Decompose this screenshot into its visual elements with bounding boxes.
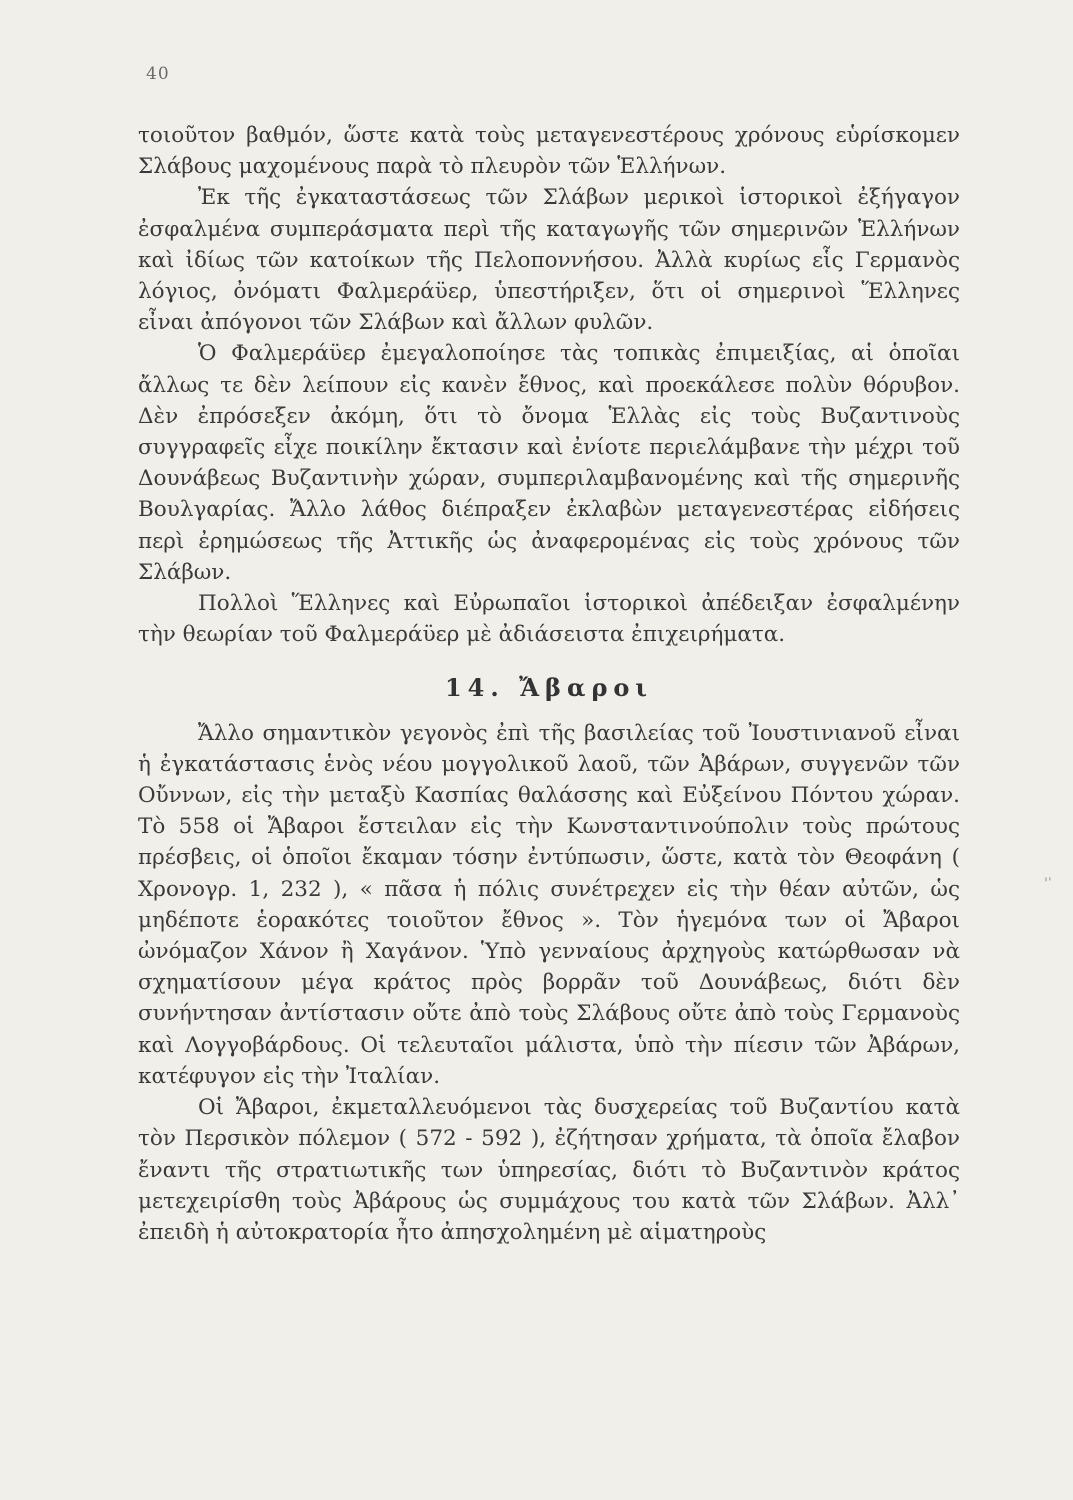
paragraph: Ἄλλο σημαντικὸν γεγονὸς ἐπὶ τῆς βασιλείας τοῦ Ἰουστινιανοῦ εἶναι ἡ ἐγκατάστασις ἑνὸς νέου μογγολικοῦ λαοῦ, τῶν Ἀβάρων, συγγενῶν τῶν Οὔννων, εἰς τὴν μεταξὺ Κασπίας θαλάσσης καὶ Εὐξείνου Πόντου χώραν. Τὸ 558 οἱ Ἄβαροι ἔστειλαν εἰς τὴν Κωνσταντινούπολιν τοὺς πρώτους πρέσβεις, οἱ ὁποῖοι ἔκαμαν τόσην ἐντύπωσιν, ὥστε, κατὰ τὸν Θεοφάνη ( Χρονογρ. 1, 232 ), « πᾶσα ἡ πόλις συνέτρεχεν εἰς τὴν θέαν αὐτῶν, ὡς μηδέποτε ἑορακότες τοιοῦτον ἔθνος ». Τὸν ἡγεμόνα των οἱ Ἄβαροι ὠνόμαζον Χάνον ἢ Χαγάνον. Ὑπὸ γενναίους ἀρχηγοὺς κατώρθωσαν νὰ σχηματίσουν μέγα κράτος πρὸς βορρᾶν τοῦ Δουνάβεως, διότι δὲν συνήντησαν ἀντίστασιν οὔτε ἀπὸ τοὺς Σλάβους οὔτε ἀπὸ τοὺς Γερμανοὺς καὶ Λογγοβάρδους. Οἱ τελευταῖοι μάλιστα, ὑπὸ τὴν πίεσιν τῶν Ἀβάρων, κατέφυγον εἰς τὴν Ἰταλίαν. [138,720,960,1089]
paragraph: Ἐκ τῆς ἐγκαταστάσεως τῶν Σλάβων μερικοὶ ἱστορικοὶ ἐξήγαγον ἐσφαλμένα συμπεράσματα περὶ τῆς καταγωγῆς τῶν σημερινῶν Ἑλλήνων καὶ ἰδίως τῶν κατοίκων τῆς Πελοποννήσου. Ἀλλὰ κυρίως εἷς Γερμανὸς λόγιος, ὀνόματι Φαλμεράϋερ, ὑπεστήριξεν, ὅτι οἱ σημερινοὶ Ἕλληνες εἶναι ἀπόγονοι τῶν Σλάβων καὶ ἄλλων φυλῶν. [138,185,960,336]
paragraph: Πολλοὶ Ἕλληνες καὶ Εὐρωπαῖοι ἱστορικοὶ ἀπέδειξαν ἐσφαλμένην τὴν θεωρίαν τοῦ Φαλμεράϋερ μὲ ἀδιάσειστα ἐπιχειρήματα. [138,591,960,648]
paragraph: τοιοῦτον βαθμόν, ὥστε κατὰ τοὺς μεταγενεστέρους χρόνους εὑρίσκομεν Σλάβους μαχομένους παρὰ τὸ πλευρὸν τῶν Ἑλλήνων. [138,123,960,180]
paragraph: Ὁ Φαλμεράϋερ ἐμεγαλοποίησε τὰς τοπικὰς ἐπιμειξίας, αἱ ὁποῖαι ἄλλως τε δὲν λείπουν εἰς κανὲν ἔθνος, καὶ προεκάλεσε πολὺν θόρυβον. Δὲν ἐπρόσεξεν ἀκόμη, ὅτι τὸ ὄνομα Ἑλλὰς εἰς τοὺς Βυζαντινοὺς συγγραφεῖς εἶχε ποικίλην ἔκτασιν καὶ ἐνίοτε περιελάμβανε τὴν μέχρι τοῦ Δουνάβεως Βυζαντινὴν χώραν, συμπεριλαμβανομένης καὶ τῆς σημερινῆς Βουλγαρίας. Ἄλλο λάθος διέπραξεν ἐκλαβὼν μεταγενεστέρας εἰδήσεις περὶ ἐρημώσεως τῆς Ἀττικῆς ὡς ἀναφερομένας εἰς τοὺς χρόνους τῶν Σλάβων. [138,341,960,585]
paragraph: Οἱ Ἄβαροι, ἐκμεταλλευόμενοι τὰς δυσχερείας τοῦ Βυζαντίου κατὰ τὸν Περσικὸν πόλεμον ( 572 - 592 ), ἐζήτησαν χρήματα, τὰ ὁποῖα ἔλαβον ἔναντι τῆς στρατιωτικῆς των ὑπηρεσίας, διότι τὸ Βυζαντινὸν κράτος μετεχειρίσθη τοὺς Ἀβάρους ὡς συμμάχους του κατὰ τῶν Σλάβων. Ἀλλ᾿ ἐπειδὴ ἡ αὐτοκρατορία ἦτο ἀπησχολημένη μὲ αἱματηροὺς [138,1095,960,1245]
page-number: 40 [146,64,170,84]
section-heading: 14. Ἄβαροι [444,673,654,703]
body-text [138,120,960,1248]
margin-mark: 'ˈ [1044,876,1052,892]
